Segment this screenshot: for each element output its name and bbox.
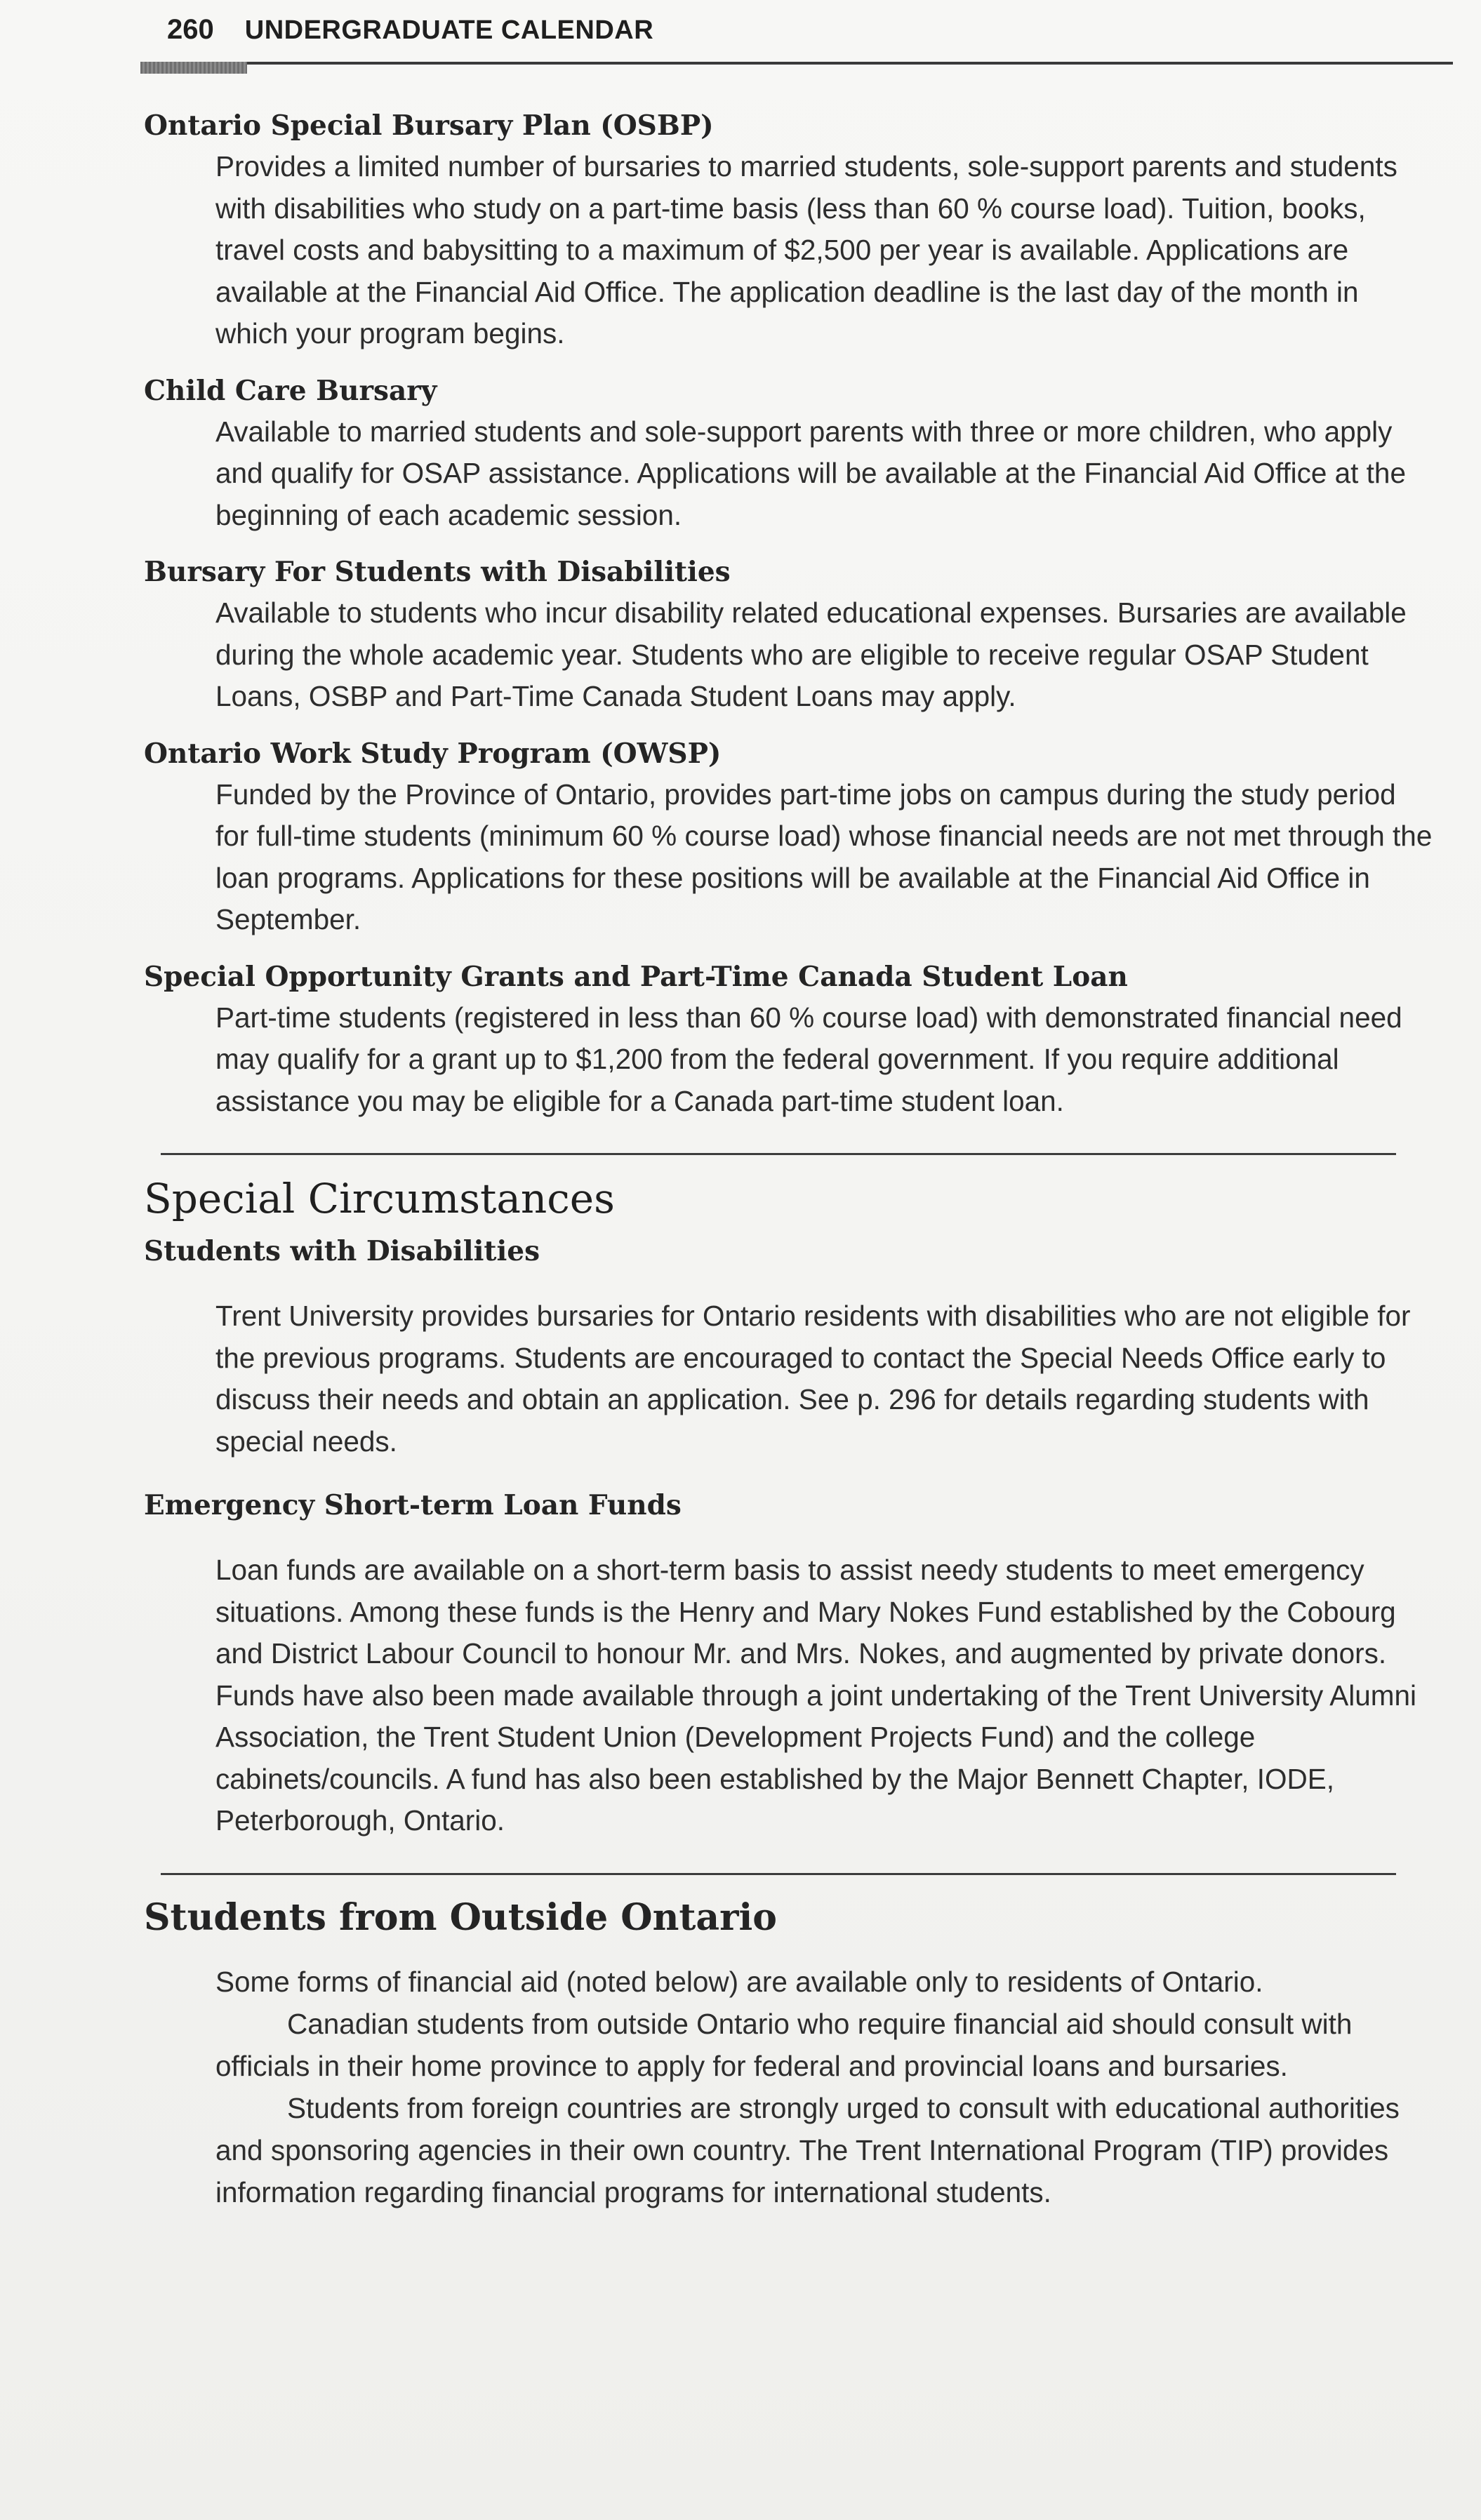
section-heading-outside-ontario: Students from Outside Ontario: [144, 1895, 777, 1939]
header-title: UNDERGRADUATE CALENDAR: [244, 15, 654, 45]
entry-title: Ontario Work Study Program (OWSP): [144, 737, 722, 770]
entry-body: Available to married students and sole-support parents with three or more children, who apply and qualify for OSAP assistance. Applications will be available at the Financial Aid Office at the beginning of each academic session.: [215, 415, 1406, 531]
entry-emergency-loan-funds: [144, 1485, 1435, 1842]
header-rule: [140, 62, 1453, 65]
paragraph: Canadian students from outside Ontario who require financial aid should consult with officials in their home province to apply for federal and provincial loans and bursaries.: [215, 2007, 1353, 2082]
entry-body: Provides a limited number of bursaries to married students, sole-support parents and students with disabilities who study on a part-time basis (less than 60 % course load). Tuition, books, travel costs and babysitting to a maximum of $2,500 per year is available. Applications are available at the Financial Aid Office. The application deadline is the last day of the month in which your program begins.: [215, 150, 1397, 349]
entry-title: Students with Disabilities: [144, 1235, 540, 1267]
running-header: [167, 14, 653, 51]
entry-body: Available to students who incur disability related educational expenses. Bursaries are available during the whole academic year. Students who are eligible to receive regular OSAP Student Loans, OSBP and Part-Time Canada Student Loans may apply.: [215, 596, 1407, 712]
entry-students-with-disabilities: [144, 1231, 1435, 1462]
page-number: 260: [167, 14, 214, 45]
entry-owsp: [144, 733, 1435, 941]
page-content: [144, 105, 1435, 2213]
section-divider: [161, 1153, 1396, 1155]
entry-body: Loan funds are available on a short-term basis to assist needy students to meet emergency situations. Among these funds is the Henry and Mary Nokes Fund established by the Cobourg and District Labour Council to honour Mr. and Mrs. Nokes, and augmented by private donors. Funds have also been made available through a joint undertaking of the Trent University Alumni Association, the Trent Student Union (Development Projects Fund) and the college cabinets/councils. A fund has also been established by the Major Bennett Chapter, IODE, Peterborough, Ontario.: [215, 1554, 1417, 1836]
paragraph: Students from foreign countries are strongly urged to consult with educational authorities and sponsoring agencies in their own country. The Trent International Program (TIP) provides information regarding financial programs for international students.: [215, 2091, 1400, 2208]
entry-title: Special Opportunity Grants and Part-Time Canada Student Loan: [144, 960, 1128, 993]
entry-body: Funded by the Province of Ontario, provides part-time jobs on campus during the study period for full-time students (minimum 60 % course load) whose financial needs are not met through the loan programs. Applications for these positions will be available at the Financial Aid Office in September.: [215, 778, 1433, 935]
entry-title: Bursary For Students with Disabilities: [144, 556, 731, 588]
section-divider: [161, 1873, 1396, 1875]
entry-title: Child Care Bursary: [144, 374, 437, 407]
entry-title: Emergency Short-term Loan Funds: [144, 1489, 682, 1521]
entry-child-care-bursary: [144, 371, 1435, 537]
header-rule-tab: [140, 62, 247, 74]
entry-title: Ontario Special Bursary Plan (OSBP): [144, 109, 714, 142]
entry-special-opportunity-grants: [144, 956, 1435, 1123]
section-heading-special-circumstances: Special Circumstances: [144, 1175, 615, 1222]
entry-body: Trent University provides bursaries for Ontario residents with disabilities who are not eligible for the previous programs. Students are encouraged to contact the Special Needs Office early to discuss their needs and obtain an application. See p. 296 for details regarding students with special needs.: [215, 1300, 1411, 1458]
entry-osbp: [144, 105, 1435, 355]
entry-body: Part-time students (registered in less than 60 % course load) with demonstrated financial need may qualify for a grant up to $1,200 from the federal government. If you require additional assistance you may be eligible for a Canada part-time student loan.: [215, 1001, 1402, 1117]
paragraph: Some forms of financial aid (noted below) are available only to residents of Ontario.: [215, 1965, 1263, 1998]
entry-bursary-disabilities: [144, 552, 1435, 718]
